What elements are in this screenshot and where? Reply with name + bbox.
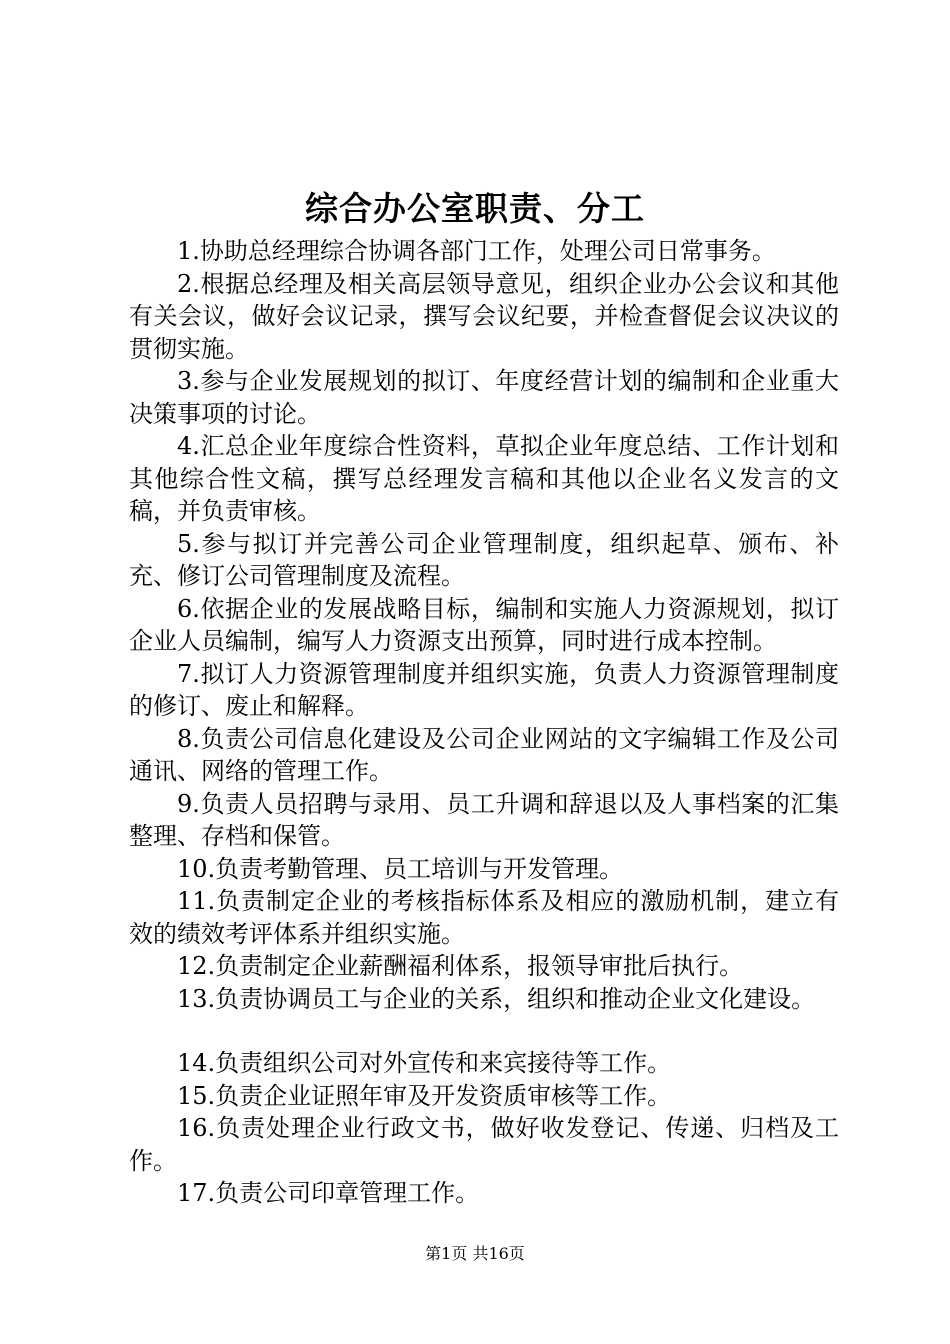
document-body	[129, 235, 839, 1210]
duty-item: 11.负责制定企业的考核指标体系及相应的激励机制，建立有效的绩效考评体系并组织实施。	[129, 887, 839, 948]
duty-item: 9.负责人员招聘与录用、员工升调和辞退以及人事档案的汇集整理、存档和保管。	[129, 789, 839, 850]
document-title: 综合办公室职责、分工	[305, 189, 645, 228]
duty-item: 5.参与拟订并完善公司企业管理制度，组织起草、颁布、补充、修订公司管理制度及流程。	[129, 529, 839, 590]
duty-item: 1.协助总经理综合协调各部门工作，处理公司日常事务。	[177, 237, 776, 265]
duty-item: 4.汇总企业年度综合性资料，草拟企业年度总结、工作计划和其他综合性文稿，撰写总经理发言稿和其他以企业名义发言的文稿，并负责审核。	[129, 432, 839, 525]
duty-item: 17.负责公司印章管理工作。	[177, 1179, 480, 1207]
duty-item: 8.负责公司信息化建设及公司企业网站的文字编辑工作及公司通讯、网络的管理工作。	[129, 724, 839, 785]
duty-item: 16.负责处理企业行政文书，做好收发登记、传递、归档及工作。	[129, 1114, 839, 1175]
duty-item: 12.负责制定企业薪酬福利体系，报领导审批后执行。	[177, 952, 744, 980]
duty-item: 14.负责组织公司对外宣传和来宾接待等工作。	[177, 1049, 672, 1077]
duty-item: 15.负责企业证照年审及开发资质审核等工作。	[177, 1081, 672, 1110]
duty-item: 3.参与企业发展规划的拟订、年度经营计划的编制和企业重大决策事项的讨论。	[129, 367, 839, 428]
duty-item: 10.负责考勤管理、员工培训与开发管理。	[177, 854, 624, 883]
duty-item: 7.拟订人力资源管理制度并组织实施，负责人力资源管理制度的修订、废止和解释。	[129, 659, 839, 720]
duty-item: 6.依据企业的发展战略目标，编制和实施人力资源规划，拟订企业人员编制，编写人力资源支出预算，同时进行成本控制。	[129, 594, 839, 655]
page-number-footer: 第1页 共16页	[425, 1244, 525, 1263]
duty-item: 2.根据总经理及相关高层领导意见，组织企业办公会议和其他有关会议，做好会议记录，撰写会议纪要，并检查督促会议决议的贯彻实施。	[129, 269, 839, 363]
duty-item: 13.负责协调员工与企业的关系，组织和推动企业文化建设。	[177, 984, 816, 1013]
